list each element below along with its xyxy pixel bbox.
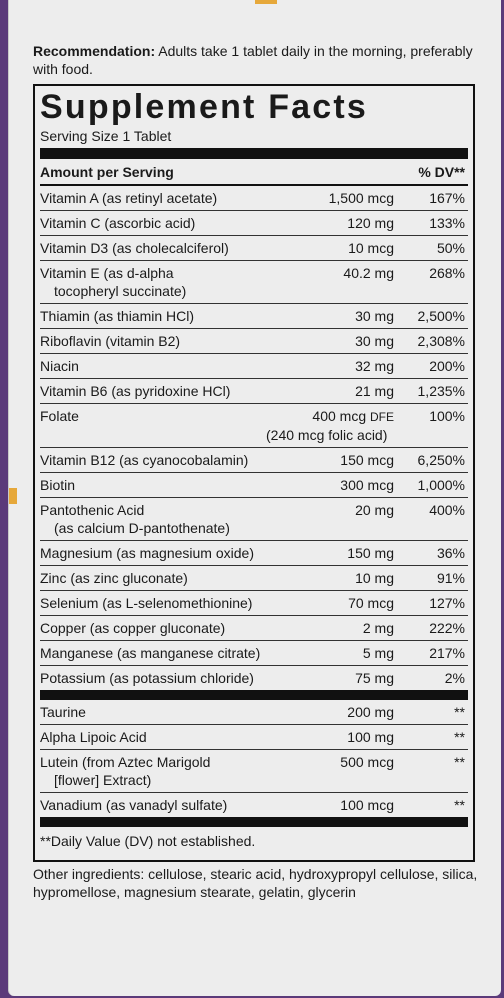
nutrient-dv: 167% bbox=[429, 190, 465, 206]
table-row bbox=[40, 700, 468, 725]
nutrient-amount: 500 mcg bbox=[340, 754, 394, 770]
nutrient-name: Selenium (as L-selenomethionine) bbox=[40, 595, 253, 611]
nutrient-dv: 1,235% bbox=[417, 383, 465, 399]
table-row bbox=[40, 541, 468, 566]
bottom-divider bbox=[40, 817, 468, 827]
nutrient-amount: 120 mg bbox=[347, 215, 394, 231]
nutrient-amount: 1,500 mcg bbox=[328, 190, 394, 206]
serving-size: Serving Size 1 Tablet bbox=[40, 128, 172, 144]
nutrient-name-cell bbox=[40, 501, 302, 537]
nutrient-name-cell bbox=[40, 544, 302, 562]
nutrient-amount: 30 mg bbox=[355, 333, 394, 349]
table-row bbox=[40, 304, 468, 329]
nutrient-name-cell bbox=[40, 451, 302, 469]
nutrient-amount: 32 mg bbox=[355, 358, 394, 374]
thick-divider bbox=[40, 148, 468, 159]
table-row bbox=[40, 448, 468, 473]
nutrient-name-cont: tocopheryl succinate) bbox=[54, 283, 187, 299]
nutrient-name: Thiamin (as thiamin HCl) bbox=[40, 308, 195, 324]
nutrient-dv: ** bbox=[454, 797, 465, 813]
other-ingredients: Other ingredients: cellulose, stearic acid, hydroxypropyl cellulose, silica, hypromellose, magnesium stearate, gelatin, glycerin bbox=[33, 866, 478, 900]
nutrient-amount: 10 mg bbox=[355, 570, 394, 586]
nutrient-name: Riboflavin (vitamin B2) bbox=[40, 333, 181, 349]
nutrient-list bbox=[40, 186, 468, 690]
table-row bbox=[40, 793, 468, 817]
nutrient-name: Manganese (as manganese citrate) bbox=[40, 645, 261, 661]
nutrient-dv: 133% bbox=[429, 215, 465, 231]
nutrient-dv: 2,500% bbox=[417, 308, 465, 324]
nutrient-name: Folate bbox=[40, 408, 79, 424]
nutrient-name: Magnesium (as magnesium oxide) bbox=[40, 545, 254, 561]
nutrient-name-cell bbox=[40, 189, 302, 207]
nutrient-name-cell bbox=[40, 357, 302, 375]
nutrient-name: Niacin bbox=[40, 358, 79, 374]
recommendation-label: Recommendation: bbox=[33, 43, 156, 59]
recommendation bbox=[33, 42, 473, 78]
header-amount: Amount per Serving bbox=[40, 164, 174, 180]
table-row bbox=[40, 566, 468, 591]
nutrient-name-cell bbox=[40, 307, 302, 325]
nutrient-name: Biotin bbox=[40, 477, 76, 493]
recommendation-text: Adults take 1 tablet daily in the morning, preferably with food. bbox=[33, 43, 473, 77]
nutrient-name: Zinc (as zinc gluconate) bbox=[40, 570, 188, 586]
nutrient-amount: 150 mcg bbox=[340, 452, 394, 468]
nutrient-dv: 217% bbox=[429, 645, 465, 661]
nutrient-name: Vitamin C (ascorbic acid) bbox=[40, 215, 196, 231]
nutrient-name-cell bbox=[40, 644, 302, 662]
table-row bbox=[40, 725, 468, 750]
nutrient-amount: 150 mg bbox=[347, 545, 394, 561]
nutrient-dv: 91% bbox=[436, 570, 465, 586]
nutrient-name-cell bbox=[40, 594, 302, 612]
nutrient-dv: 2% bbox=[444, 670, 465, 686]
folate-amount-block bbox=[266, 407, 468, 444]
nutrient-dv: 1,000% bbox=[417, 477, 465, 493]
table-row bbox=[40, 616, 468, 641]
nutrient-name-cell bbox=[40, 669, 302, 687]
accent-notch bbox=[9, 488, 17, 504]
nutrient-name-cell bbox=[40, 796, 302, 814]
nutrient-amount: 300 mcg bbox=[340, 477, 394, 493]
nutrient-name: Alpha Lipoic Acid bbox=[40, 729, 147, 745]
nutrient-name: Vanadium (as vanadyl sulfate) bbox=[40, 797, 228, 813]
nutrient-amount: 100 mcg bbox=[340, 797, 394, 813]
nutrient-name: Taurine bbox=[40, 704, 86, 720]
nutrient-name-cell bbox=[40, 703, 302, 721]
nutrient-name-cont: [flower] Extract) bbox=[54, 772, 152, 788]
nutrient-dv: 268% bbox=[429, 265, 465, 281]
header-dv: % DV** bbox=[418, 164, 465, 180]
table-row bbox=[40, 236, 468, 261]
table-row bbox=[40, 404, 468, 448]
nutrient-amount: 5 mg bbox=[362, 645, 394, 661]
nutrient-amount: 200 mg bbox=[347, 704, 394, 720]
nutrient-name-cell bbox=[40, 753, 302, 789]
nutrient-name: Vitamin B6 (as pyridoxine HCl) bbox=[40, 383, 231, 399]
table-row bbox=[40, 750, 468, 793]
nutrient-amount: 10 mcg bbox=[348, 240, 394, 256]
table-row bbox=[40, 379, 468, 404]
accent-tab bbox=[255, 0, 277, 4]
supplement-facts-box bbox=[33, 84, 475, 862]
nutrient-dv: 2,308% bbox=[417, 333, 465, 349]
nutrient-name-cell bbox=[40, 476, 302, 494]
nutrient-dv: 200% bbox=[429, 358, 465, 374]
nutrient-name-cell bbox=[40, 407, 302, 425]
amount-unit: DFE bbox=[370, 410, 394, 424]
table-row bbox=[40, 473, 468, 498]
nutrient-dv: 6,250% bbox=[417, 452, 465, 468]
nutrient-dv: 50% bbox=[436, 240, 465, 256]
nutrient-dv: 100% bbox=[429, 408, 465, 424]
table-header bbox=[40, 159, 468, 186]
nutrient-dv: ** bbox=[454, 729, 465, 745]
table-row bbox=[40, 591, 468, 616]
nutrient-dv: 36% bbox=[436, 545, 465, 561]
table-row bbox=[40, 329, 468, 354]
nutrient-dv: 400% bbox=[429, 502, 465, 518]
nutrient-dv: 127% bbox=[429, 595, 465, 611]
nutrient-name-cell bbox=[40, 214, 302, 232]
nutrient-name-cell bbox=[40, 239, 302, 257]
nutrient-name: Copper (as copper gluconate) bbox=[40, 620, 226, 636]
nutrient-amount: 30 mg bbox=[355, 308, 394, 324]
nutrient-name-cell bbox=[40, 332, 302, 350]
nutrient-amount: 70 mcg bbox=[348, 595, 394, 611]
table-row bbox=[40, 666, 468, 690]
nutrient-amount: 20 mg bbox=[355, 502, 394, 518]
nutrient-amount: 40.2 mg bbox=[343, 265, 394, 281]
nutrient-name-cell bbox=[40, 728, 302, 746]
nutrient-amount: 21 mg bbox=[355, 383, 394, 399]
label-panel bbox=[8, 0, 501, 996]
nutrient-name: Vitamin D3 (as cholecalciferol) bbox=[40, 240, 229, 256]
other-list bbox=[40, 700, 468, 817]
nutrient-dv: ** bbox=[454, 754, 465, 770]
nutrient-name: Pantothenic Acid bbox=[40, 502, 145, 518]
nutrient-amount bbox=[302, 407, 394, 426]
table-row bbox=[40, 211, 468, 236]
nutrient-name: Potassium (as potassium chloride) bbox=[40, 670, 254, 686]
table-row bbox=[40, 641, 468, 666]
nutrient-amount: 75 mg bbox=[355, 670, 394, 686]
nutrient-name: Lutein (from Aztec Marigold bbox=[40, 754, 211, 770]
nutrient-dv: 222% bbox=[429, 620, 465, 636]
table-row bbox=[40, 186, 468, 211]
facts-title: Supplement Facts bbox=[40, 88, 369, 126]
nutrient-name: Vitamin E (as d-alpha bbox=[40, 265, 174, 281]
section-divider bbox=[40, 690, 468, 700]
nutrient-name-cell bbox=[40, 569, 302, 587]
nutrient-name-cell bbox=[40, 382, 302, 400]
amount-value: 400 mcg bbox=[312, 408, 367, 424]
folic-acid-note: (240 mcg folic acid) bbox=[266, 427, 388, 443]
dv-footnote: **Daily Value (DV) not established. bbox=[40, 833, 256, 849]
table-row bbox=[40, 261, 468, 304]
nutrient-name-cell bbox=[40, 619, 302, 637]
nutrient-name-cont: (as calcium D-pantothenate) bbox=[54, 520, 230, 536]
nutrient-name: Vitamin B12 (as cyanocobalamin) bbox=[40, 452, 249, 468]
nutrient-name: Vitamin A (as retinyl acetate) bbox=[40, 190, 218, 206]
nutrient-name-cell bbox=[40, 264, 302, 300]
table-row bbox=[40, 498, 468, 541]
table-row bbox=[40, 354, 468, 379]
folate-line bbox=[302, 407, 468, 426]
nutrient-amount: 2 mg bbox=[362, 620, 394, 636]
nutrient-dv: ** bbox=[454, 704, 465, 720]
nutrient-amount: 100 mg bbox=[347, 729, 394, 745]
